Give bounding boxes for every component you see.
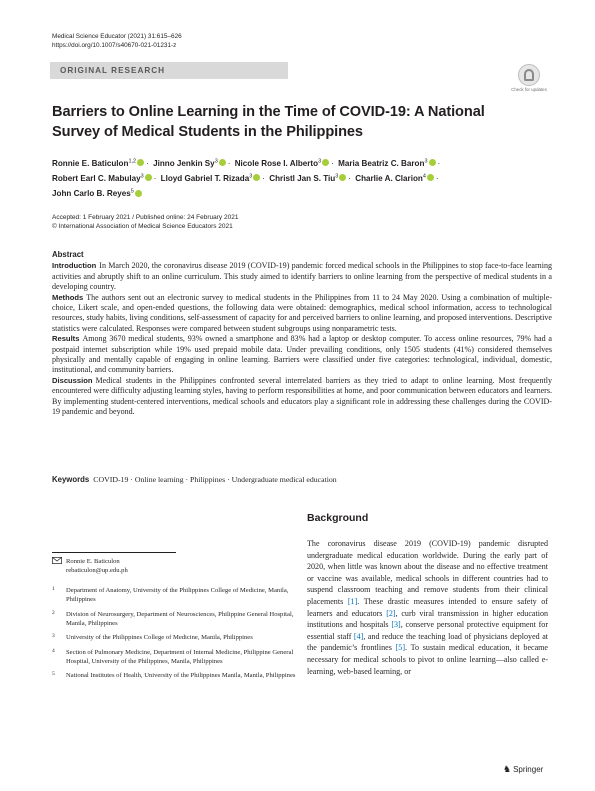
author[interactable]: Lloyd Gabriel T. Rizada$^3$	[161, 174, 261, 183]
affiliations	[52, 586, 302, 686]
author[interactable]: Nicole Rose I. Alberto$^3$	[235, 159, 329, 168]
publication-dates	[52, 213, 238, 231]
journal-citation: Medical Science Educator (2021) 31:615–626	[52, 33, 182, 40]
citation-link[interactable]: [3]	[391, 620, 401, 630]
orcid-icon[interactable]	[427, 174, 434, 181]
author[interactable]: Ronnie E. Baticulon$^{1,2}$	[52, 159, 144, 168]
journal-header	[52, 32, 182, 50]
section-banner: ORIGINAL RESEARCH	[50, 62, 288, 79]
abstract	[52, 250, 552, 418]
orcid-icon[interactable]	[429, 159, 436, 166]
check-for-updates-badge[interactable]	[511, 64, 547, 100]
abstract-results: Results Among 3670 medical students, 93% owned a smartphone and 83% had a laptop or desktop computer. To access online resources, 79% had a postpaid internet subscription while 19% used prepaid mobile data. Under prevailing conditions, only 1505 students (41%) considered themselves physically and mentally capable of engaging in online learning. Barriers were classified under five categories: technological, individual, domestic, institutional, and community barriers.	[52, 334, 552, 375]
affiliation: 5 National Institutes of Health, University of the Philippines Manila, Manila, Philippines	[52, 671, 296, 679]
author[interactable]: Robert Earl C. Mabulay$^3$	[52, 174, 152, 183]
citation-link[interactable]: [5]	[395, 643, 406, 653]
abstract-label: Discussion	[52, 375, 93, 385]
orcid-icon[interactable]	[322, 159, 329, 166]
springer-horse-icon: ♞	[503, 764, 512, 774]
corresponding-author-name: Ronnie E. Baticulon	[66, 558, 120, 565]
publisher-logo	[503, 764, 543, 775]
orcid-icon[interactable]	[137, 159, 144, 166]
journal-doi[interactable]: https://doi.org/10.1007/s40670-021-01231-z	[52, 42, 177, 49]
abstract-discussion: Discussion Medical students in the Philippines confronted several interrelated barriers as they tried to adapt to online learning. Most frequently encountered were difficulty adjusting learning styles, having to perform responsibilities at home, and poor communication between educators and learners. By implementing student-centered interventions, medical schools and educators play a significant role in addressing these challenges during the COVID-19 pandemic and beyond.	[52, 375, 552, 417]
corresponding-author-email[interactable]: rebaticulon@up.edu.ph	[66, 567, 128, 574]
paper-title: Barriers to Online Learning in the Time of COVID-19: A National Survey of Medical Students in the Philippines	[52, 104, 485, 140]
copyright-notice: © International Association of Medical Science Educators 2021	[52, 223, 233, 230]
check-for-updates-label: Check for updates	[511, 87, 547, 92]
orcid-icon[interactable]	[253, 174, 260, 181]
background-heading: Background	[307, 512, 369, 524]
affiliation: 4 Section of Pulmonary Medicine, Department of Internal Medicine, Philippine General Hospital, University of the Philippines, Manila, Philippines	[52, 647, 294, 665]
citation-link[interactable]: [4]	[353, 631, 364, 641]
citation-link[interactable]: [2]	[386, 608, 396, 618]
author[interactable]: Maria Beatriz C. Baron$^3$	[338, 159, 435, 168]
citation-link[interactable]: [1]	[347, 596, 358, 606]
orcid-icon[interactable]	[219, 159, 226, 166]
abstract-label: Methods	[52, 292, 84, 302]
keywords-label: Keywords	[52, 475, 90, 484]
accepted-published-dates: Accepted: 1 February 2021 / Published online: 24 February 2021	[52, 214, 239, 221]
orcid-icon[interactable]	[339, 174, 346, 181]
abstract-methods: Methods The authors sent out an electronic survey to medical students in the Philippines from 11 to 24 May 2020. Using a combination of multiple-choice, Likert scale, and open-ended questions, the following data were obtained: demographics, medical school information, access to technological resources, study habits, living conditions, self-assessment of capacity for and perceived barriers to online learning, and proposed interventions. Descriptive statistics were calculated. Responses were compared between student subgroups using nonparametric tests.	[52, 292, 552, 333]
footnote-divider	[52, 552, 176, 553]
bookmark-icon	[518, 64, 540, 86]
author[interactable]: Christl Jan S. Tiu$^3$	[269, 174, 346, 183]
orcid-icon[interactable]	[145, 174, 152, 181]
author[interactable]: Jinno Jenkin Sy$^3$	[153, 159, 226, 168]
author[interactable]: Charlie A. Clarion$^4$	[355, 174, 434, 183]
envelope-icon	[52, 557, 62, 564]
affiliation: 3 University of the Philippines College of Medicine, Manila, Philippines	[52, 633, 253, 641]
orcid-icon[interactable]	[135, 190, 142, 197]
author-list: Ronnie E. Baticulon$^{1,2}$ · Jinno Jenkin $Sy^3$ · Nicole Rose I. Alberto$^3$ · Maria Beatriz C. Baron$^3$ · Robert Earl C. Mabulay$^3$ · Lloyd Gabriel T. Rizada$^3$ · Christl Jan S. Tiu$^3$ · Charlie A. Clarion$^4$ · John Carlo B. Reyes$^5$	[52, 158, 441, 199]
keywords-text: COVID-19 · Online learning · Philippines · Undergraduate medical education	[93, 475, 337, 484]
affiliation: 2 Division of Neurosurgery, Department of Neurosciences, Philippine General Hospital, Manila, Philippines	[52, 609, 294, 627]
background-paragraph: The coronavirus disease 2019 (COVID-19) pandemic disrupted undergraduate medical education worldwide. During the early part of 2020, when little was known about the disease and no effective treatment or vaccine was available, medical schools in different countries had to suspend classroom teaching and remove students from their clinical placements [1]. These drastic measures intended to ensure safety of learners and educators [2], curb viral transmission in higher education institutions and hospitals [3], conserve personal protective equipment for essential staff [4], and reduce the teaching load of physicians deployed at the pandemic’s frontlines [5]. To sustain medical education, it became necessary for medical schools to pivot to online learning—also called e-learning, web-based learning, or	[307, 539, 549, 676]
abstract-heading: Abstract	[52, 250, 84, 259]
abstract-label: Introduction	[52, 261, 97, 271]
abstract-introduction: Introduction In March 2020, the coronavirus disease 2019 (COVID-19) pandemic forced medical schools in the Philippines to stop face-to-face learning activities and abruptly shift to an online curriculum. This study aimed to identify barriers to online learning from the perspective of medical students in a developing country.	[52, 261, 552, 292]
author[interactable]: John Carlo B. Reyes$^5$	[52, 189, 142, 198]
affiliation: 1 Department of Anatomy, University of the Philippines College of Medicine, Manila, Philippines	[52, 586, 289, 603]
abstract-label: Results	[52, 334, 80, 344]
keywords	[52, 475, 337, 484]
publisher-name: Springer	[513, 765, 544, 774]
